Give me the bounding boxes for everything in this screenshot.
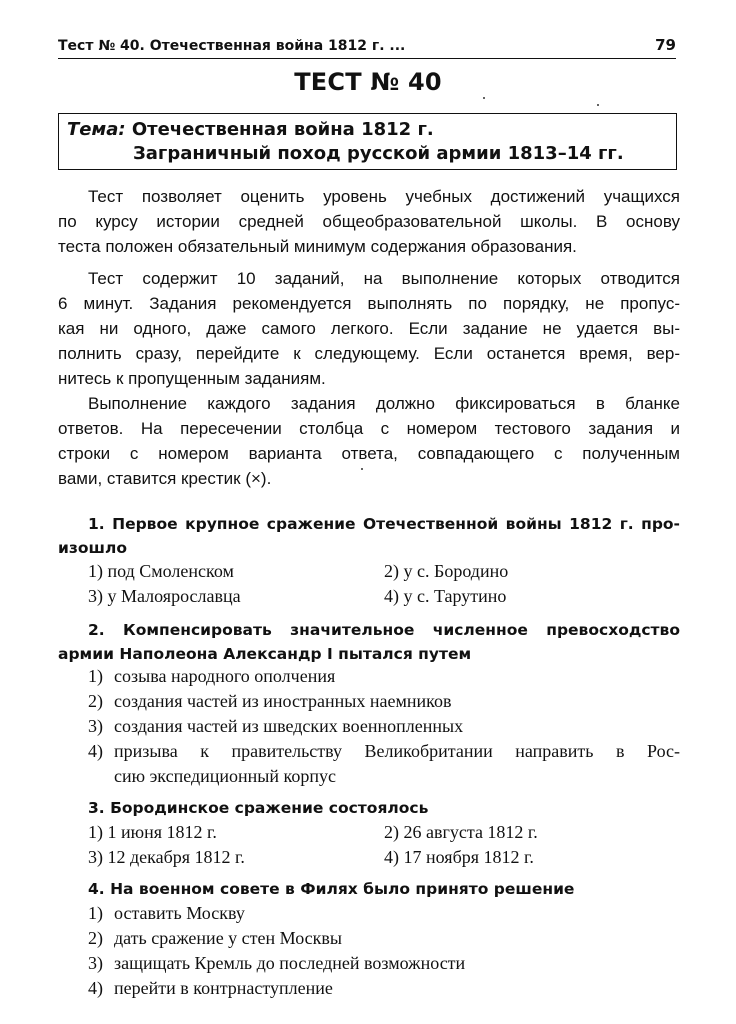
option-row: [88, 820, 680, 845]
topic-label: Тема:: [67, 119, 126, 140]
option-2: 2) 26 августа 1812 г.: [384, 822, 538, 842]
option-2: 2) создания частей из иностранных наемников: [88, 691, 452, 711]
page-number: 79: [655, 36, 676, 54]
question-line: 1. Первое крупное сражение Отечественной войны 1812 г. про-: [88, 515, 680, 533]
text-line: 6 минут. Задания рекомендуется выполнять по порядку, не пропус-: [58, 294, 680, 313]
text-line: нитесь к пропущенным заданиям.: [58, 369, 326, 388]
option-2: 2) у с. Бородино: [384, 561, 509, 581]
topic-box: [58, 113, 677, 170]
scan-speck: [361, 468, 363, 470]
text-line: Тест содержит 10 заданий, на выполнение которых отводится: [88, 269, 680, 288]
question-4-options: [88, 901, 680, 1001]
question-line: изошло: [58, 539, 127, 557]
running-header: [58, 28, 676, 59]
question-1-options: [88, 559, 680, 609]
option-1: 1) оставить Москву: [88, 903, 245, 923]
intro-paragraph-1: [58, 184, 680, 259]
topic-line-1: [67, 119, 434, 140]
scan-speck: [597, 104, 599, 106]
question-2-options: [88, 664, 680, 789]
question-line: 3. Бородинское сражение состоялось: [88, 799, 429, 817]
option-3: 3) у Малоярославца: [88, 586, 241, 606]
question-line: 2. Компенсировать значительное численное превосходство: [88, 621, 680, 639]
text-line: строки с номером варианта ответа, совпадающего с полученным: [58, 444, 680, 463]
topic-text-1: Отечественная война 1812 г.: [131, 119, 434, 140]
option-row: [88, 584, 680, 609]
text-line: полнить сразу, перейдите к следующему. Если останется время, вер-: [58, 344, 680, 363]
option-1: 1) 1 июня 1812 г.: [88, 822, 217, 842]
option-1: 1) под Смоленском: [88, 561, 234, 581]
option-3: 3) 12 декабря 1812 г.: [88, 847, 245, 867]
running-title: Тест № 40. Отечественная война 1812 г. ...: [58, 38, 406, 54]
question-1-title: [58, 512, 680, 560]
question-3-title: [58, 796, 680, 820]
option-4: 4) перейти в контрнаступление: [88, 978, 333, 998]
option-3: 3) создания частей из шведских военнопленных: [88, 716, 464, 736]
option-2: 2) дать сражение у стен Москвы: [88, 928, 342, 948]
text-line: кая ни одного, даже самого легкого. Если задание не удается вы-: [58, 319, 680, 338]
option-3: 3) защищать Кремль до последней возможности: [88, 953, 466, 973]
question-line: армии Наполеона Александр I пытался путем: [58, 645, 472, 663]
question-4-title: [58, 877, 680, 901]
scan-speck: [483, 97, 485, 99]
option-1: 1) созыва народного ополчения: [88, 666, 336, 686]
question-line: 4. На военном совете в Филях было принято решение: [88, 880, 575, 898]
text-line: Тест позволяет оценить уровень учебных достижений учащихся: [88, 187, 680, 206]
intro-paragraph-3: [58, 391, 680, 491]
text-line: ответов. На пересечении столбца с номером тестового задания и: [58, 419, 680, 438]
text-line: вами, ставится крестик (×).: [58, 469, 272, 488]
topic-line-2: Заграничный поход русской армии 1813–14 гг.: [133, 143, 624, 164]
intro-paragraph-2: [58, 266, 680, 391]
option-4: 4) призыва к правительству Великобритании направить в Рос- сию экспедиционный корпус: [88, 741, 680, 786]
option-row: [88, 559, 680, 584]
test-title: ТЕСТ № 40: [294, 68, 442, 96]
question-3-options: [88, 820, 680, 870]
option-4: 4) 17 ноября 1812 г.: [384, 847, 534, 867]
option-row: [88, 845, 680, 870]
option-4: 4) у с. Тарутино: [384, 586, 507, 606]
text-line: по курсу истории средней общеобразовательной школы. В основу: [58, 212, 680, 231]
text-line: теста положен обязательный минимум содержания образования.: [58, 237, 577, 256]
text-line: Выполнение каждого задания должно фиксироваться в бланке: [88, 394, 680, 413]
question-2-title: [58, 618, 680, 666]
